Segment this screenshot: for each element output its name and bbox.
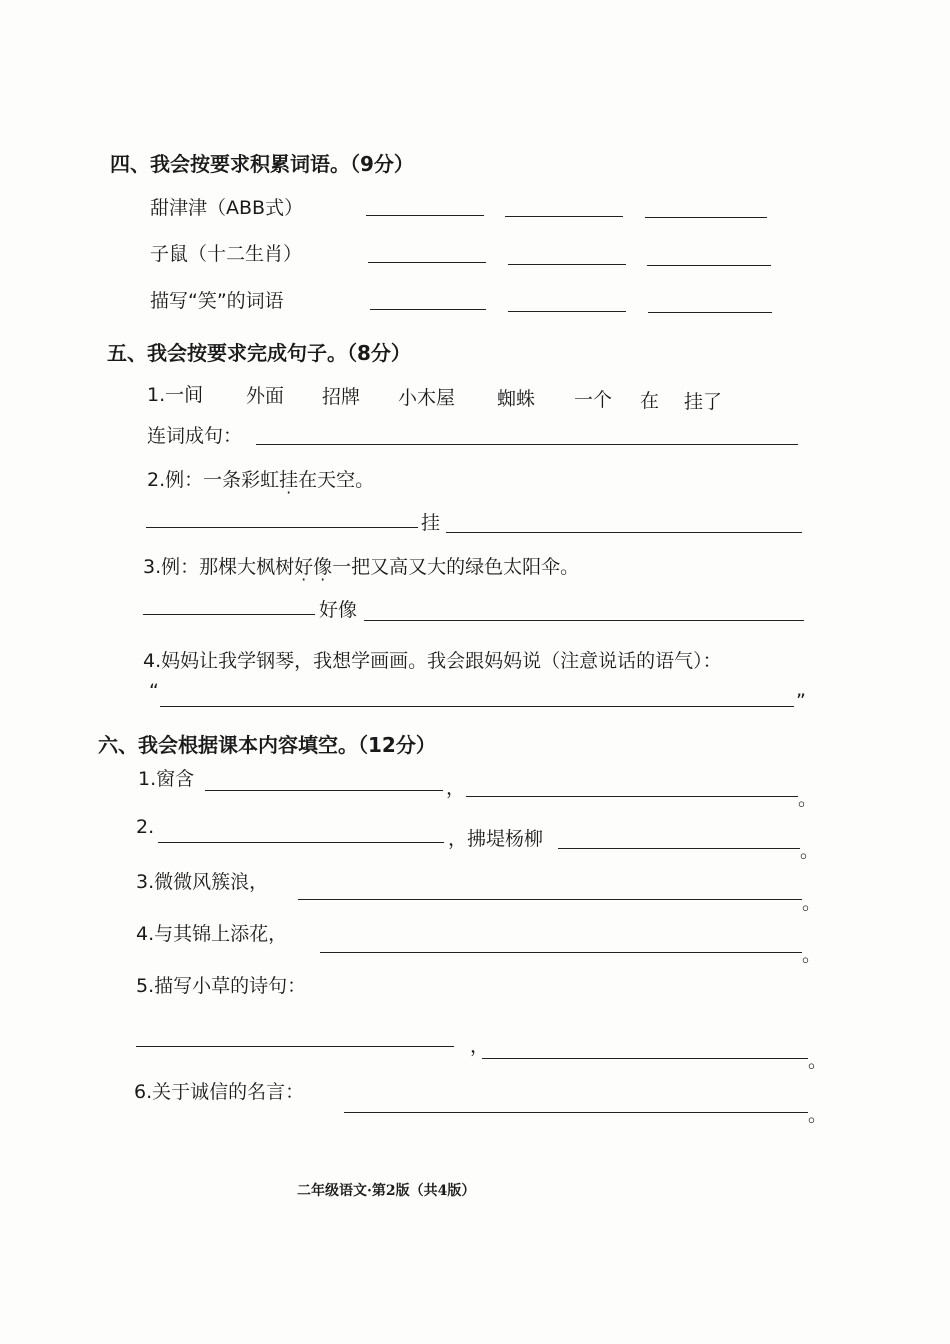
s6-q3-blank[interactable] (298, 899, 802, 900)
page-footer: 二年级语文·第2版（共4版） (297, 1183, 476, 1199)
q3-blank-left[interactable] (143, 614, 315, 615)
section6-title: 六、我会根据课本内容填空。（12分） (98, 733, 436, 757)
s6-q1-comma: ， (446, 777, 466, 799)
s6-q2-mid: ，拂堤杨柳 (448, 828, 544, 850)
s6-q1-blank-1[interactable] (205, 790, 443, 791)
q2-key: 挂 (279, 469, 299, 491)
q3-prefix: 3.例：那棵大枫树 (143, 556, 295, 578)
smile-blank-3[interactable] (648, 312, 772, 313)
q1-word: 招牌 (322, 386, 361, 408)
q1-prompt: 1.一间 (147, 384, 204, 406)
s6-q5-period: 。 (808, 1050, 828, 1072)
q3-key2: 像 (313, 556, 333, 578)
s6-q2-blank-1[interactable] (158, 842, 444, 843)
abb-blank-3[interactable] (645, 217, 767, 218)
q1-answer-line[interactable] (256, 444, 798, 445)
q2-suffix: 在天空。 (298, 469, 375, 491)
open-quote: “ (149, 680, 159, 702)
s6-q6-period: 。 (808, 1104, 828, 1126)
s6-q5-comma: ， (470, 1035, 490, 1057)
q1-word: 挂了 (684, 391, 723, 413)
q3-example (143, 552, 579, 579)
s6-q4-period: 。 (802, 944, 822, 966)
q2-example (147, 465, 374, 492)
s6-q1-blank-2[interactable] (466, 796, 798, 797)
q1-word: 小木屋 (398, 387, 456, 409)
s6-q2: 2. (136, 816, 155, 838)
q2-blank-left[interactable] (146, 527, 418, 528)
abb-blank-2[interactable] (505, 216, 623, 217)
q3-suffix: 一把又高又大的绿色太阳伞。 (332, 556, 580, 578)
zodiac-blank-2[interactable] (508, 264, 626, 265)
q4-prompt: 4.妈妈让我学钢琴，我想学画画。我会跟妈妈说（注意说话的语气）： (143, 650, 722, 672)
q1-word: 蜘蛛 (497, 388, 536, 410)
zodiac-blank-3[interactable] (647, 265, 771, 266)
q3-blank-right[interactable] (364, 620, 804, 621)
q1-word: 一个 (574, 389, 613, 411)
s6-q4-blank[interactable] (320, 952, 802, 953)
q1-label: 连词成句： (147, 425, 243, 447)
abb-blank-1[interactable] (366, 215, 484, 216)
s6-q5-blank-2[interactable] (482, 1058, 808, 1059)
s6-q5: 5.描写小草的诗句： (136, 975, 307, 997)
q3-key1: 好 (294, 556, 314, 578)
s6-q6: 6.关于诚信的名言： (134, 1081, 305, 1103)
s6-q2-blank-2[interactable] (558, 848, 800, 849)
section4-row-smile: 描写“笑”的词语 (150, 290, 284, 312)
s6-q3-period: 。 (802, 892, 822, 914)
s6-q1-period: 。 (798, 788, 818, 810)
s6-q5-blank-1[interactable] (136, 1046, 454, 1047)
section4-row-abb: 甜津津（ABB式） (150, 197, 304, 219)
section4-title: 四、我会按要求积累词语。（9分） (110, 152, 414, 176)
q3-fill-word: 好像 (319, 599, 358, 621)
s6-q6-blank[interactable] (344, 1112, 808, 1113)
zodiac-blank-1[interactable] (368, 262, 486, 263)
q1-word: 在 (640, 390, 660, 412)
section5-title: 五、我会按要求完成句子。（8分） (107, 341, 411, 365)
q2-fill-word: 挂 (421, 512, 441, 534)
smile-blank-1[interactable] (370, 309, 486, 310)
section4-row-zodiac: 子鼠（十二生肖） (150, 243, 303, 265)
smile-blank-2[interactable] (508, 311, 626, 312)
s6-q2-period: 。 (800, 840, 820, 862)
q2-blank-right[interactable] (446, 532, 802, 533)
q1-word: 外面 (246, 385, 285, 407)
q4-answer-line[interactable] (160, 706, 794, 707)
s6-q4: 4.与其锦上添花， (136, 923, 288, 945)
close-quote: ” (796, 690, 806, 712)
s6-q3: 3.微微风簇浪， (136, 871, 269, 893)
q2-prefix: 2.例：一条彩虹 (147, 469, 280, 491)
s6-q1: 1.窗含 (138, 768, 195, 790)
